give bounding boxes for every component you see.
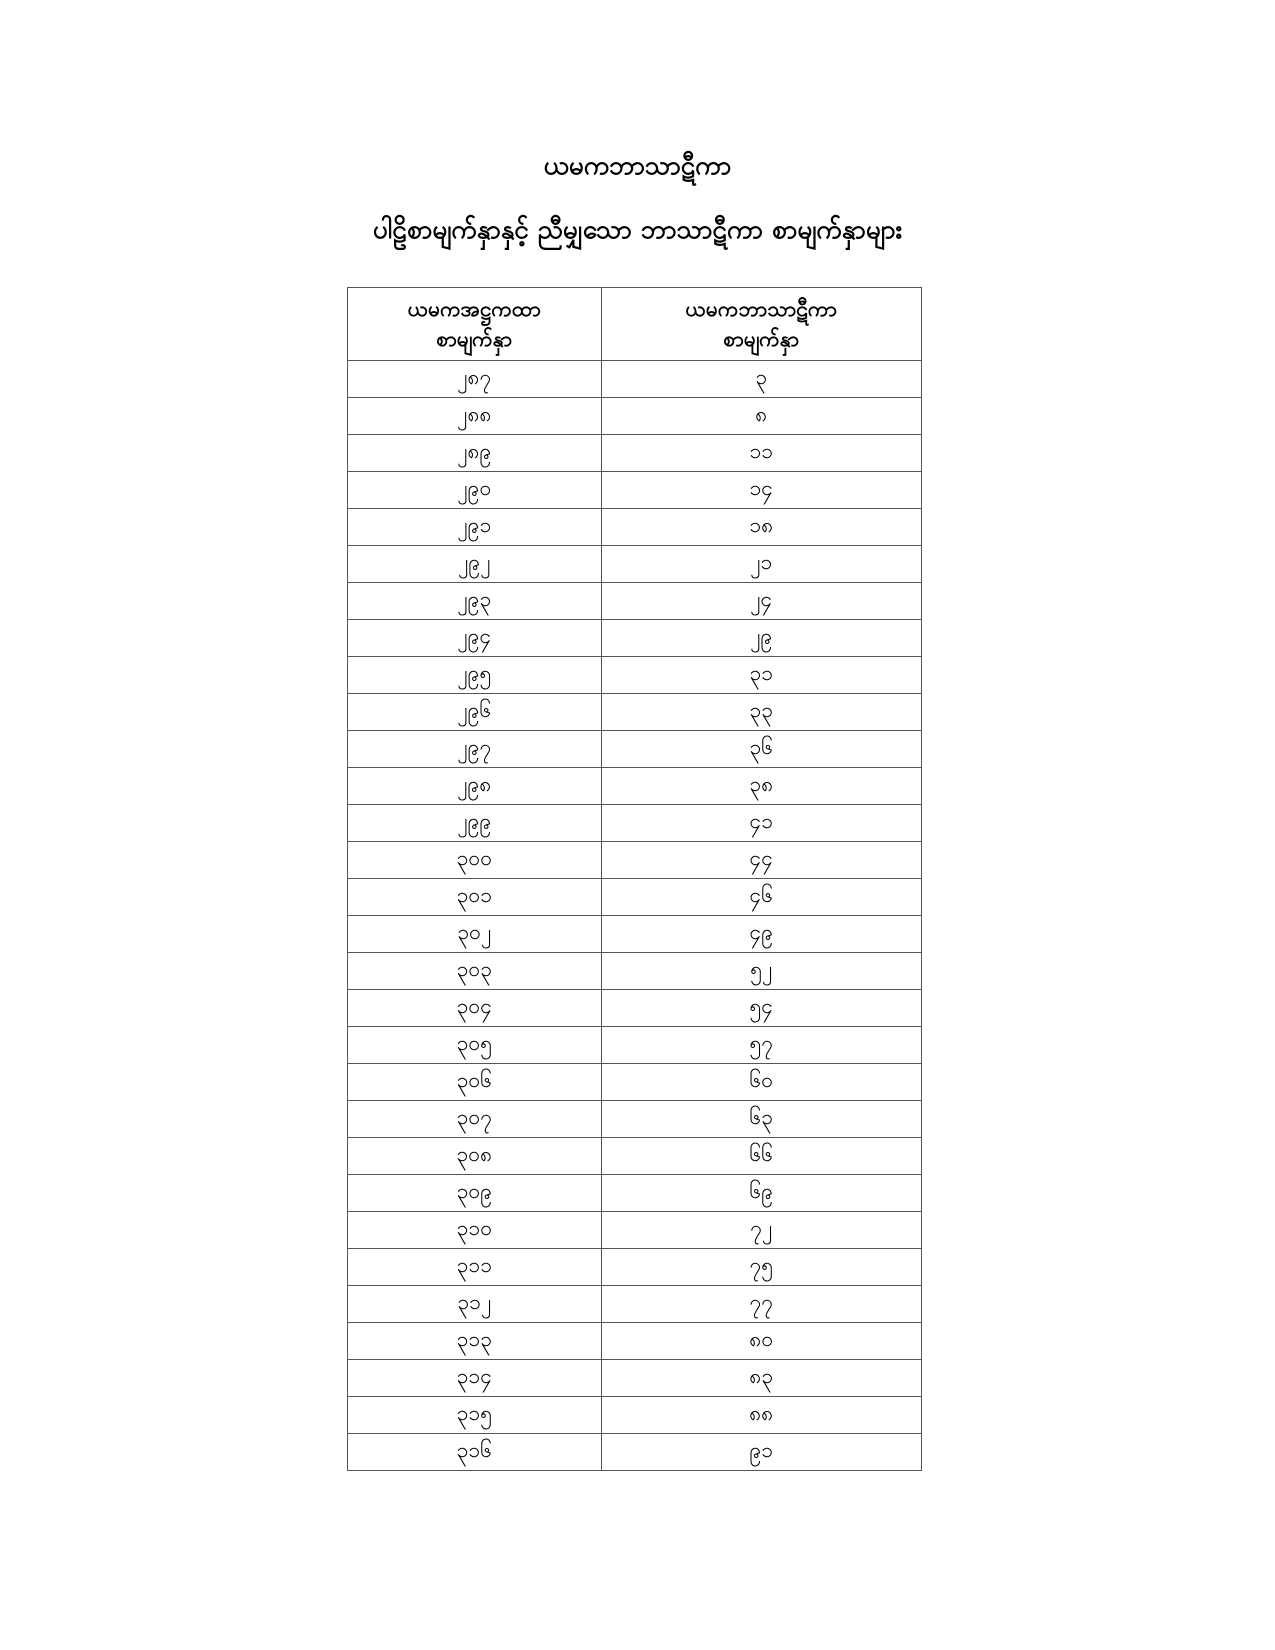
table-row bbox=[348, 916, 922, 953]
bhasatika-page-cell: ၃၁ bbox=[601, 657, 921, 694]
bhasatika-page-cell: ၈၃ bbox=[601, 1360, 921, 1397]
atthakatha-page-cell: ၂၉၇ bbox=[348, 731, 602, 768]
bhasatika-page-cell: ၃၃ bbox=[601, 694, 921, 731]
bhasatika-page-cell: ၅၂ bbox=[601, 953, 921, 990]
atthakatha-page-cell: ၃၀၃ bbox=[348, 953, 602, 990]
table-row bbox=[348, 1064, 922, 1101]
atthakatha-page-cell: ၂၉၈ bbox=[348, 768, 602, 805]
atthakatha-page-cell: ၂၉၆ bbox=[348, 694, 602, 731]
table-row bbox=[348, 546, 922, 583]
atthakatha-page-cell: ၂၈၉ bbox=[348, 435, 602, 472]
bhasatika-page-cell: ၆၀ bbox=[601, 1064, 921, 1101]
atthakatha-page-cell: ၃၀၉ bbox=[348, 1175, 602, 1212]
table-row bbox=[348, 879, 922, 916]
atthakatha-page-cell: ၃၀၀ bbox=[348, 842, 602, 879]
header-bhasatika-page bbox=[601, 288, 921, 361]
table-header-row bbox=[348, 288, 922, 361]
bhasatika-page-cell: ၇၅ bbox=[601, 1249, 921, 1286]
bhasatika-page-cell: ၃၆ bbox=[601, 731, 921, 768]
bhasatika-page-cell: ၆၉ bbox=[601, 1175, 921, 1212]
table-row bbox=[348, 694, 922, 731]
atthakatha-page-cell: ၃၁၅ bbox=[348, 1397, 602, 1434]
bhasatika-page-cell: ၅၇ bbox=[601, 1027, 921, 1064]
table-row bbox=[348, 1212, 922, 1249]
bhasatika-page-cell: ၂၁ bbox=[601, 546, 921, 583]
header-atthakatha-page bbox=[348, 288, 602, 361]
table-row bbox=[348, 620, 922, 657]
atthakatha-page-cell: ၃၀၄ bbox=[348, 990, 602, 1027]
atthakatha-page-cell: ၂၉၄ bbox=[348, 620, 602, 657]
bhasatika-page-cell: ၂၄ bbox=[601, 583, 921, 620]
table-row bbox=[348, 472, 922, 509]
bhasatika-page-cell: ၇၇ bbox=[601, 1286, 921, 1323]
bhasatika-page-cell: ၆၆ bbox=[601, 1138, 921, 1175]
atthakatha-page-cell: ၂၉၅ bbox=[348, 657, 602, 694]
bhasatika-page-cell: ၈၀ bbox=[601, 1323, 921, 1360]
table-row bbox=[348, 583, 922, 620]
bhasatika-page-cell: ၈၈ bbox=[601, 1397, 921, 1434]
atthakatha-page-cell: ၃၁၁ bbox=[348, 1249, 602, 1286]
table-body bbox=[348, 361, 922, 1471]
document-subtitle: ပါဠိစာမျက်နှာနှင့် ညီမျှသော ဘာသာဋီကာ စာမျက်နှာများ bbox=[372, 215, 903, 245]
bhasatika-page-cell: ၄၉ bbox=[601, 916, 921, 953]
atthakatha-page-cell: ၂၉၃ bbox=[348, 583, 602, 620]
header-line: ယမကအဋ္ဌကထာ bbox=[407, 297, 541, 321]
table-row bbox=[348, 361, 922, 398]
atthakatha-page-cell: ၃၀၂ bbox=[348, 916, 602, 953]
atthakatha-page-cell: ၃၁၃ bbox=[348, 1323, 602, 1360]
atthakatha-page-cell: ၂၉၀ bbox=[348, 472, 602, 509]
atthakatha-page-cell: ၂၉၂ bbox=[348, 546, 602, 583]
bhasatika-page-cell: ၇၂ bbox=[601, 1212, 921, 1249]
table-row bbox=[348, 1286, 922, 1323]
header-line: စာမျက်နှာ bbox=[723, 327, 800, 351]
document-title: ယမကဘာသာဋီကာ bbox=[543, 151, 732, 181]
table-row bbox=[348, 990, 922, 1027]
atthakatha-page-cell: ၃၁၂ bbox=[348, 1286, 602, 1323]
header-line: စာမျက်နှာ bbox=[436, 327, 513, 351]
bhasatika-page-cell: ၃၈ bbox=[601, 768, 921, 805]
atthakatha-page-cell: ၃၁၀ bbox=[348, 1212, 602, 1249]
table-row bbox=[348, 731, 922, 768]
atthakatha-page-cell: ၂၈၇ bbox=[348, 361, 602, 398]
bhasatika-page-cell: ၁၁ bbox=[601, 435, 921, 472]
table-row bbox=[348, 1175, 922, 1212]
bhasatika-page-cell: ၁၄ bbox=[601, 472, 921, 509]
table-row bbox=[348, 435, 922, 472]
page-mapping-table bbox=[347, 287, 922, 1471]
bhasatika-page-cell: ၄၄ bbox=[601, 842, 921, 879]
table-row bbox=[348, 398, 922, 435]
table-row bbox=[348, 805, 922, 842]
bhasatika-page-cell: ၆၃ bbox=[601, 1101, 921, 1138]
table-row bbox=[348, 1397, 922, 1434]
table-row bbox=[348, 842, 922, 879]
atthakatha-page-cell: ၃၁၆ bbox=[348, 1434, 602, 1471]
bhasatika-page-cell: ၅၄ bbox=[601, 990, 921, 1027]
atthakatha-page-cell: ၃၀၅ bbox=[348, 1027, 602, 1064]
table-row bbox=[348, 1323, 922, 1360]
atthakatha-page-cell: ၃၀၆ bbox=[348, 1064, 602, 1101]
bhasatika-page-cell: ၄၁ bbox=[601, 805, 921, 842]
bhasatika-page-cell: ၄၆ bbox=[601, 879, 921, 916]
header-line: ယမကဘာသာဋီကာ bbox=[685, 297, 838, 321]
bhasatika-page-cell: ၃ bbox=[601, 361, 921, 398]
table-row bbox=[348, 657, 922, 694]
table-row bbox=[348, 953, 922, 990]
atthakatha-page-cell: ၃၀၁ bbox=[348, 879, 602, 916]
bhasatika-page-cell: ၁၈ bbox=[601, 509, 921, 546]
bhasatika-page-cell: ၈ bbox=[601, 398, 921, 435]
atthakatha-page-cell: ၃၀၇ bbox=[348, 1101, 602, 1138]
table-row bbox=[348, 1249, 922, 1286]
bhasatika-page-cell: ၉၁ bbox=[601, 1434, 921, 1471]
bhasatika-page-cell: ၂၉ bbox=[601, 620, 921, 657]
atthakatha-page-cell: ၂၈၈ bbox=[348, 398, 602, 435]
atthakatha-page-cell: ၃၀၈ bbox=[348, 1138, 602, 1175]
table-row bbox=[348, 1027, 922, 1064]
table-row bbox=[348, 1101, 922, 1138]
table-row bbox=[348, 1434, 922, 1471]
atthakatha-page-cell: ၂၉၁ bbox=[348, 509, 602, 546]
table-row bbox=[348, 1360, 922, 1397]
table-row bbox=[348, 768, 922, 805]
table-row bbox=[348, 509, 922, 546]
table-row bbox=[348, 1138, 922, 1175]
atthakatha-page-cell: ၃၁၄ bbox=[348, 1360, 602, 1397]
atthakatha-page-cell: ၂၉၉ bbox=[348, 805, 602, 842]
